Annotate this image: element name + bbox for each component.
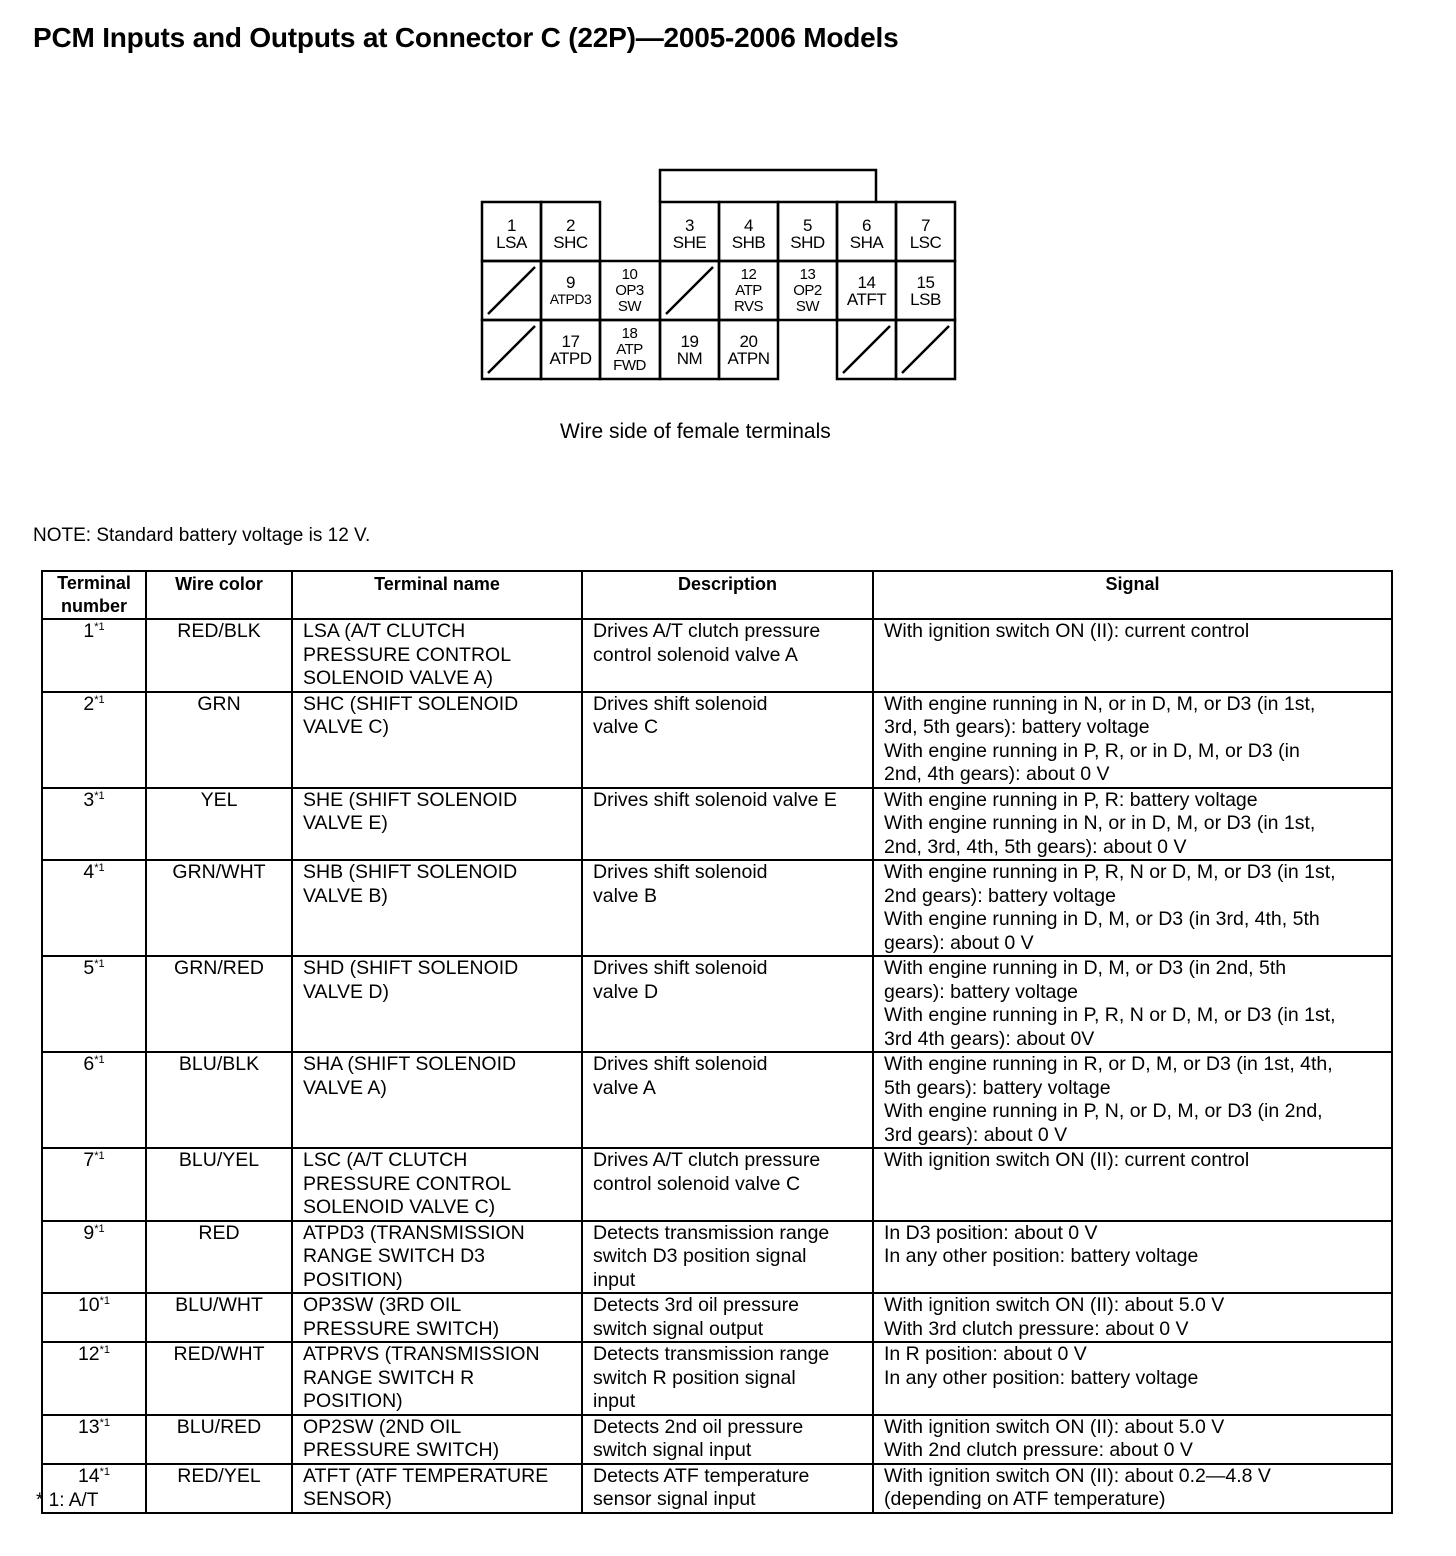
cell-signal: With engine running in D, M, or D3 (in 2nd, 5th gears): battery voltage With engine running in P, R, N or D, M, or D3 (in 1st, 3rd 4th gears): about 0V	[873, 956, 1392, 1052]
cell-signal: With engine running in P, R, N or D, M, or D3 (in 1st, 2nd gears): battery voltage With engine running in D, M, or D3 (in 3rd, 4th, 5th gears): about 0 V	[873, 860, 1392, 956]
cell-description: Drives A/T clutch pressure control solenoid valve A	[582, 619, 873, 692]
table-row	[42, 788, 1392, 861]
cell-signal: With ignition switch ON (II): current control	[873, 619, 1392, 692]
cell-terminal-name: ATFT (ATF TEMPERATURE SENSOR)	[292, 1464, 582, 1513]
pin-number: 9	[566, 272, 575, 292]
pin-number: 7	[921, 215, 930, 235]
pin-label: SHB	[731, 232, 766, 252]
cell-wire-color: BLU/BLK	[146, 1052, 292, 1148]
cell-terminal-number: 14$^{*1}$	[42, 1464, 146, 1513]
pin-number: 5	[803, 215, 812, 235]
cell-description: Detects transmission range switch R position signal input	[582, 1342, 873, 1415]
pin-15	[896, 261, 955, 320]
cell-description: Drives shift solenoid valve B	[582, 860, 873, 956]
cell-description: Detects transmission range switch D3 position signal input	[582, 1221, 873, 1294]
cell-signal: In R position: about 0 V In any other position: battery voltage	[873, 1342, 1392, 1415]
pin-18	[600, 320, 659, 379]
table-row	[42, 1464, 1392, 1513]
pin-label: NM	[676, 348, 703, 368]
pin-label: ATPD3	[549, 290, 592, 307]
pin-number: 12	[740, 265, 757, 283]
cell-description: Drives shift solenoid valve E	[582, 788, 873, 861]
pin-5	[778, 204, 837, 263]
cell-description: Drives A/T clutch pressure control solenoid valve C	[582, 1148, 873, 1221]
cell-signal: With ignition switch ON (II): about 5.0 V With 3rd clutch pressure: about 0 V	[873, 1293, 1392, 1342]
cell-wire-color: RED/YEL	[146, 1464, 292, 1513]
cell-terminal-name: ATPD3 (TRANSMISSION RANGE SWITCH D3 POSITION)	[292, 1221, 582, 1294]
pin-number: 1	[507, 215, 516, 235]
table-row	[42, 956, 1392, 1052]
pin-number: 19	[680, 331, 699, 351]
pin-number: 2	[566, 215, 575, 235]
pin-number: 3	[685, 215, 694, 235]
pin-number: 20	[739, 331, 758, 351]
cell-description: Drives shift solenoid valve D	[582, 956, 873, 1052]
pin-label: OP2 SW	[793, 281, 822, 315]
pin-label: SHD	[790, 232, 825, 252]
cell-terminal-number: 3$^{*1}$	[42, 788, 146, 861]
pin-label: ATFT	[846, 289, 887, 309]
table-row	[42, 1293, 1392, 1342]
header-signal: Signal	[873, 571, 1392, 619]
table-row	[42, 619, 1392, 692]
cell-terminal-number: 7$^{*1}$	[42, 1148, 146, 1221]
table-header-row	[42, 571, 1392, 619]
cell-wire-color: RED	[146, 1221, 292, 1294]
pin-label: ATP FWD	[613, 340, 646, 374]
pin-14	[837, 261, 896, 320]
cell-terminal-name: SHA (SHIFT SOLENOID VALVE A)	[292, 1052, 582, 1148]
cell-description: Detects 2nd oil pressure switch signal input	[582, 1415, 873, 1464]
cell-signal: With ignition switch ON (II): about 0.2—4.8 V (depending on ATF temperature)	[873, 1464, 1392, 1513]
cell-signal: With engine running in N, or in D, M, or D3 (in 1st, 3rd, 5th gears): battery voltage With engine running in P, R, or in D, M, or D3 (in 2nd, 4th gears): about 0 V	[873, 692, 1392, 788]
cell-terminal-number: 6$^{*1}$	[42, 1052, 146, 1148]
pin-19	[660, 320, 719, 379]
table-row	[42, 692, 1392, 788]
pin-number: 6	[862, 215, 871, 235]
cell-wire-color: YEL	[146, 788, 292, 861]
cell-wire-color: RED/WHT	[146, 1342, 292, 1415]
pin-label: OP3 SW	[615, 281, 644, 315]
pin-label: LSB	[910, 289, 941, 309]
cell-terminal-number: 13$^{*1}$	[42, 1415, 146, 1464]
cell-description: Detects 3rd oil pressure switch signal output	[582, 1293, 873, 1342]
cell-wire-color: RED/BLK	[146, 619, 292, 692]
pin-1	[482, 204, 541, 263]
pin-label: SHE	[672, 232, 707, 252]
cell-wire-color: BLU/YEL	[146, 1148, 292, 1221]
pin-number: 14	[857, 272, 876, 292]
pcm-terminal-table	[41, 570, 1393, 1514]
pin-label: LSA	[496, 232, 527, 252]
pin-label: SHA	[849, 232, 884, 252]
pin-9	[541, 261, 600, 320]
pin-label: SHC	[553, 232, 588, 252]
pin-20	[719, 320, 778, 379]
cell-wire-color: GRN/WHT	[146, 860, 292, 956]
footnote: * 1: A/T	[36, 1490, 99, 1511]
cell-terminal-name: SHB (SHIFT SOLENOID VALVE B)	[292, 860, 582, 956]
cell-terminal-number: 4$^{*1}$	[42, 860, 146, 956]
pin-12	[719, 261, 778, 320]
cell-wire-color: GRN	[146, 692, 292, 788]
cell-terminal-name: SHD (SHIFT SOLENOID VALVE D)	[292, 956, 582, 1052]
page-title: PCM Inputs and Outputs at Connector C (22P)—2005-2006 Models	[33, 22, 899, 53]
table-row	[42, 860, 1392, 956]
pin-number: 15	[916, 272, 935, 292]
pin-number: 18	[621, 324, 638, 342]
header-description: Description	[582, 571, 873, 619]
header-wire-color: Wire color	[146, 571, 292, 619]
cell-terminal-name: OP3SW (3RD OIL PRESSURE SWITCH)	[292, 1293, 582, 1342]
cell-signal: In D3 position: about 0 V In any other position: battery voltage	[873, 1221, 1392, 1294]
cell-wire-color: BLU/RED	[146, 1415, 292, 1464]
cell-terminal-name: OP2SW (2ND OIL PRESSURE SWITCH)	[292, 1415, 582, 1464]
pin-17	[541, 320, 600, 379]
table-row	[42, 1052, 1392, 1148]
cell-terminal-number: 2$^{*1}$	[42, 692, 146, 788]
pin-number: 13	[799, 265, 816, 283]
pin-13	[778, 261, 837, 320]
pin-number: 10	[621, 265, 638, 283]
pin-2	[541, 204, 600, 263]
cell-terminal-number: 12$^{*1}$	[42, 1342, 146, 1415]
pin-4	[719, 204, 778, 263]
cell-terminal-number: 1$^{*1}$	[42, 619, 146, 692]
cell-terminal-number: 5$^{*1}$	[42, 956, 146, 1052]
cell-description: Drives shift solenoid valve C	[582, 692, 873, 788]
table-row	[42, 1342, 1392, 1415]
note-text: NOTE: Standard battery voltage is 12 V.	[33, 525, 371, 546]
cell-signal: With ignition switch ON (II): current control	[873, 1148, 1392, 1221]
pin-label: ATP RVS	[733, 281, 764, 315]
connector-caption: Wire side of female terminals	[560, 420, 831, 443]
cell-terminal-name: SHE (SHIFT SOLENOID VALVE E)	[292, 788, 582, 861]
cell-terminal-name: LSC (A/T CLUTCH PRESSURE CONTROL SOLENOID VALVE C)	[292, 1148, 582, 1221]
cell-signal: With engine running in R, or D, M, or D3 (in 1st, 4th, 5th gears): battery voltage With engine running in P, N, or D, M, or D3 (in 2nd, 3rd gears): about 0 V	[873, 1052, 1392, 1148]
pin-label: ATPD	[549, 348, 592, 368]
pin-number: 17	[561, 331, 580, 351]
pin-3	[660, 204, 719, 263]
pin-7	[896, 204, 955, 263]
cell-wire-color: GRN/RED	[146, 956, 292, 1052]
pin-number: 4	[744, 215, 753, 235]
header-terminal-name: Terminal name	[292, 571, 582, 619]
table-row	[42, 1221, 1392, 1294]
cell-wire-color: BLU/WHT	[146, 1293, 292, 1342]
cell-terminal-name: ATPRVS (TRANSMISSION RANGE SWITCH R POSITION)	[292, 1342, 582, 1415]
header-terminal-number: Terminal number	[42, 571, 146, 619]
pin-label: LSC	[909, 232, 942, 252]
cell-terminal-number: 9$^{*1}$	[42, 1221, 146, 1294]
pin-10	[600, 261, 659, 320]
pin-label: ATPN	[727, 348, 770, 368]
cell-terminal-name: LSA (A/T CLUTCH PRESSURE CONTROL SOLENOID VALVE A)	[292, 619, 582, 692]
cell-signal: With engine running in P, R: battery voltage With engine running in N, or in D, M, or D3 (in 1st, 2nd, 3rd, 4th, 5th gears): about 0 V	[873, 788, 1392, 861]
cell-description: Detects ATF temperature sensor signal input	[582, 1464, 873, 1513]
cell-description: Drives shift solenoid valve A	[582, 1052, 873, 1148]
cell-signal: With ignition switch ON (II): about 5.0 V With 2nd clutch pressure: about 0 V	[873, 1415, 1392, 1464]
cell-terminal-name: SHC (SHIFT SOLENOID VALVE C)	[292, 692, 582, 788]
table-row	[42, 1148, 1392, 1221]
table-row	[42, 1415, 1392, 1464]
cell-terminal-number: 10$^{*1}$	[42, 1293, 146, 1342]
pin-6	[837, 204, 896, 263]
